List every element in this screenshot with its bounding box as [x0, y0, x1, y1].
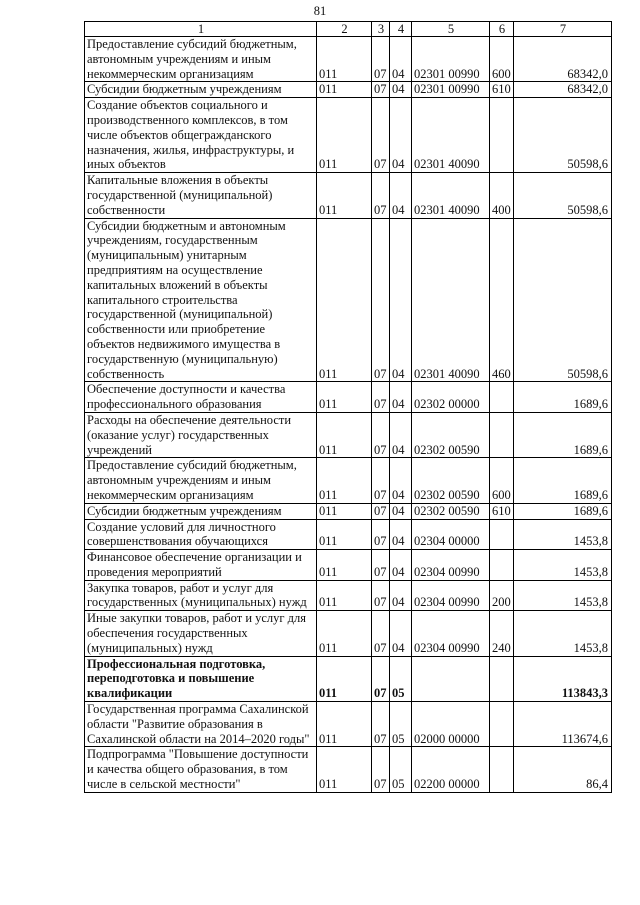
- section-code-cell: 07: [372, 550, 390, 581]
- amount-cell: 1453,8: [514, 580, 612, 611]
- table-row: [85, 656, 612, 701]
- amount-cell: 113674,6: [514, 702, 612, 747]
- row-name-cell: Субсидии бюджетным учреждениям: [85, 82, 317, 98]
- section-code-cell: 07: [372, 82, 390, 98]
- target-article-cell: 02302 00590: [412, 412, 490, 457]
- row-name-cell: Расходы на обеспечение деятельности (оказание услуг) государственных учреждений: [85, 412, 317, 457]
- ministry-code-cell: 011: [317, 519, 372, 550]
- expense-type-cell: 600: [490, 458, 514, 503]
- section-code-cell: 07: [372, 611, 390, 656]
- row-name-cell: Профессиональная подготовка, переподготовка и повышение квалификации: [85, 656, 317, 701]
- table-row: [85, 218, 612, 382]
- table-header-row: [85, 22, 612, 37]
- section-code-cell: 07: [372, 98, 390, 173]
- expense-type-cell: 610: [490, 82, 514, 98]
- target-article-cell: 02302 00590: [412, 503, 490, 519]
- amount-cell: 50598,6: [514, 173, 612, 218]
- table-row: [85, 747, 612, 792]
- section-code-cell: 07: [372, 503, 390, 519]
- ministry-code-cell: 011: [317, 98, 372, 173]
- expense-type-cell: [490, 550, 514, 581]
- amount-cell: 68342,0: [514, 37, 612, 82]
- ministry-code-cell: 011: [317, 412, 372, 457]
- subsection-code-cell: 04: [390, 519, 412, 550]
- row-name-cell: Финансовое обеспечение организации и проведения мероприятий: [85, 550, 317, 581]
- section-code-cell: 07: [372, 382, 390, 413]
- row-name-cell: Обеспечение доступности и качества профессионального образования: [85, 382, 317, 413]
- row-name-cell: Создание объектов социального и производственного комплексов, в том числе объектов общегражданского назначения, жилья, инфраструктуры, и иных объектов: [85, 98, 317, 173]
- column-header: 5: [412, 22, 490, 37]
- section-code-cell: 07: [372, 747, 390, 792]
- budget-table: [84, 21, 612, 793]
- ministry-code-cell: 011: [317, 702, 372, 747]
- table-row: [85, 550, 612, 581]
- expense-type-cell: [490, 98, 514, 173]
- row-name-cell: Создание условий для личностного совершенствования обучающихся: [85, 519, 317, 550]
- target-article-cell: 02304 00990: [412, 611, 490, 656]
- expense-type-cell: [490, 747, 514, 792]
- subsection-code-cell: 04: [390, 382, 412, 413]
- amount-cell: 1453,8: [514, 550, 612, 581]
- section-code-cell: 07: [372, 702, 390, 747]
- target-article-cell: [412, 656, 490, 701]
- section-code-cell: 07: [372, 37, 390, 82]
- subsection-code-cell: 04: [390, 218, 412, 382]
- subsection-code-cell: 04: [390, 37, 412, 82]
- ministry-code-cell: 011: [317, 747, 372, 792]
- subsection-code-cell: 04: [390, 503, 412, 519]
- target-article-cell: 02304 00990: [412, 580, 490, 611]
- column-header: 1: [85, 22, 317, 37]
- amount-cell: 50598,6: [514, 98, 612, 173]
- section-code-cell: 07: [372, 458, 390, 503]
- row-name-cell: Подпрограмма "Повышение доступности и качества общего образования, в том числе в сельской местности": [85, 747, 317, 792]
- table-row: [85, 458, 612, 503]
- amount-cell: 68342,0: [514, 82, 612, 98]
- target-article-cell: 02000 00000: [412, 702, 490, 747]
- row-name-cell: Субсидии бюджетным учреждениям: [85, 503, 317, 519]
- expense-type-cell: [490, 656, 514, 701]
- table-row: [85, 173, 612, 218]
- expense-type-cell: 610: [490, 503, 514, 519]
- table-row: [85, 37, 612, 82]
- column-header: 6: [490, 22, 514, 37]
- ministry-code-cell: 011: [317, 458, 372, 503]
- expense-type-cell: 600: [490, 37, 514, 82]
- subsection-code-cell: 04: [390, 550, 412, 581]
- ministry-code-cell: 011: [317, 82, 372, 98]
- ministry-code-cell: 011: [317, 218, 372, 382]
- row-name-cell: Закупка товаров, работ и услуг для государственных (муниципальных) нужд: [85, 580, 317, 611]
- section-code-cell: 07: [372, 519, 390, 550]
- table-row: [85, 702, 612, 747]
- subsection-code-cell: 04: [390, 611, 412, 656]
- amount-cell: 86,4: [514, 747, 612, 792]
- target-article-cell: 02301 40090: [412, 218, 490, 382]
- target-article-cell: 02302 00000: [412, 382, 490, 413]
- amount-cell: 113843,3: [514, 656, 612, 701]
- section-code-cell: 07: [372, 412, 390, 457]
- amount-cell: 1453,8: [514, 611, 612, 656]
- subsection-code-cell: 04: [390, 412, 412, 457]
- ministry-code-cell: 011: [317, 656, 372, 701]
- expense-type-cell: [490, 382, 514, 413]
- target-article-cell: 02302 00590: [412, 458, 490, 503]
- amount-cell: 1689,6: [514, 412, 612, 457]
- table-row: [85, 82, 612, 98]
- row-name-cell: Предоставление субсидий бюджетным, автономным учреждениям и иным некоммерческим организациям: [85, 37, 317, 82]
- subsection-code-cell: 04: [390, 173, 412, 218]
- row-name-cell: Капитальные вложения в объекты государственной (муниципальной) собственности: [85, 173, 317, 218]
- expense-type-cell: [490, 519, 514, 550]
- target-article-cell: 02301 40090: [412, 98, 490, 173]
- subsection-code-cell: 05: [390, 702, 412, 747]
- expense-type-cell: [490, 412, 514, 457]
- subsection-code-cell: 04: [390, 458, 412, 503]
- page-number: 81: [313, 4, 327, 18]
- target-article-cell: 02200 00000: [412, 747, 490, 792]
- subsection-code-cell: 04: [390, 98, 412, 173]
- row-name-cell: Субсидии бюджетным и автономным учреждениям, государственным (муниципальным) унитарным предприятиям на осуществление капитальных вложений в объекты капитального строительства государственной (муниципальной) собственности или приобретение объектов недвижимого имущества в государственную (муниципальную) собственность: [85, 218, 317, 382]
- subsection-code-cell: 05: [390, 747, 412, 792]
- target-article-cell: 02301 00990: [412, 37, 490, 82]
- column-header: 7: [514, 22, 612, 37]
- ministry-code-cell: 011: [317, 382, 372, 413]
- table-row: [85, 412, 612, 457]
- section-code-cell: 07: [372, 656, 390, 701]
- section-code-cell: 07: [372, 218, 390, 382]
- amount-cell: 1689,6: [514, 458, 612, 503]
- table-row: [85, 503, 612, 519]
- table-row: [85, 519, 612, 550]
- subsection-code-cell: 04: [390, 580, 412, 611]
- column-header: 2: [317, 22, 372, 37]
- column-header: 3: [372, 22, 390, 37]
- ministry-code-cell: 011: [317, 611, 372, 656]
- row-name-cell: Иные закупки товаров, работ и услуг для обеспечения государственных (муниципальных) нужд: [85, 611, 317, 656]
- expense-type-cell: 240: [490, 611, 514, 656]
- expense-type-cell: [490, 702, 514, 747]
- table-row: [85, 611, 612, 656]
- subsection-code-cell: 04: [390, 82, 412, 98]
- ministry-code-cell: 011: [317, 580, 372, 611]
- expense-type-cell: 460: [490, 218, 514, 382]
- ministry-code-cell: 011: [317, 37, 372, 82]
- subsection-code-cell: 05: [390, 656, 412, 701]
- expense-type-cell: 400: [490, 173, 514, 218]
- section-code-cell: 07: [372, 580, 390, 611]
- table-row: [85, 98, 612, 173]
- ministry-code-cell: 011: [317, 550, 372, 581]
- amount-cell: 1689,6: [514, 382, 612, 413]
- target-article-cell: 02301 00990: [412, 82, 490, 98]
- target-article-cell: 02304 00990: [412, 550, 490, 581]
- ministry-code-cell: 011: [317, 503, 372, 519]
- row-name-cell: Государственная программа Сахалинской области "Развитие образования в Сахалинской области на 2014–2020 годы": [85, 702, 317, 747]
- table-row: [85, 580, 612, 611]
- amount-cell: 1689,6: [514, 503, 612, 519]
- expense-type-cell: 200: [490, 580, 514, 611]
- section-code-cell: 07: [372, 173, 390, 218]
- amount-cell: 1453,8: [514, 519, 612, 550]
- target-article-cell: 02301 40090: [412, 173, 490, 218]
- ministry-code-cell: 011: [317, 173, 372, 218]
- table-row: [85, 382, 612, 413]
- target-article-cell: 02304 00000: [412, 519, 490, 550]
- column-header: 4: [390, 22, 412, 37]
- amount-cell: 50598,6: [514, 218, 612, 382]
- row-name-cell: Предоставление субсидий бюджетным, автономным учреждениям и иным некоммерческим организациям: [85, 458, 317, 503]
